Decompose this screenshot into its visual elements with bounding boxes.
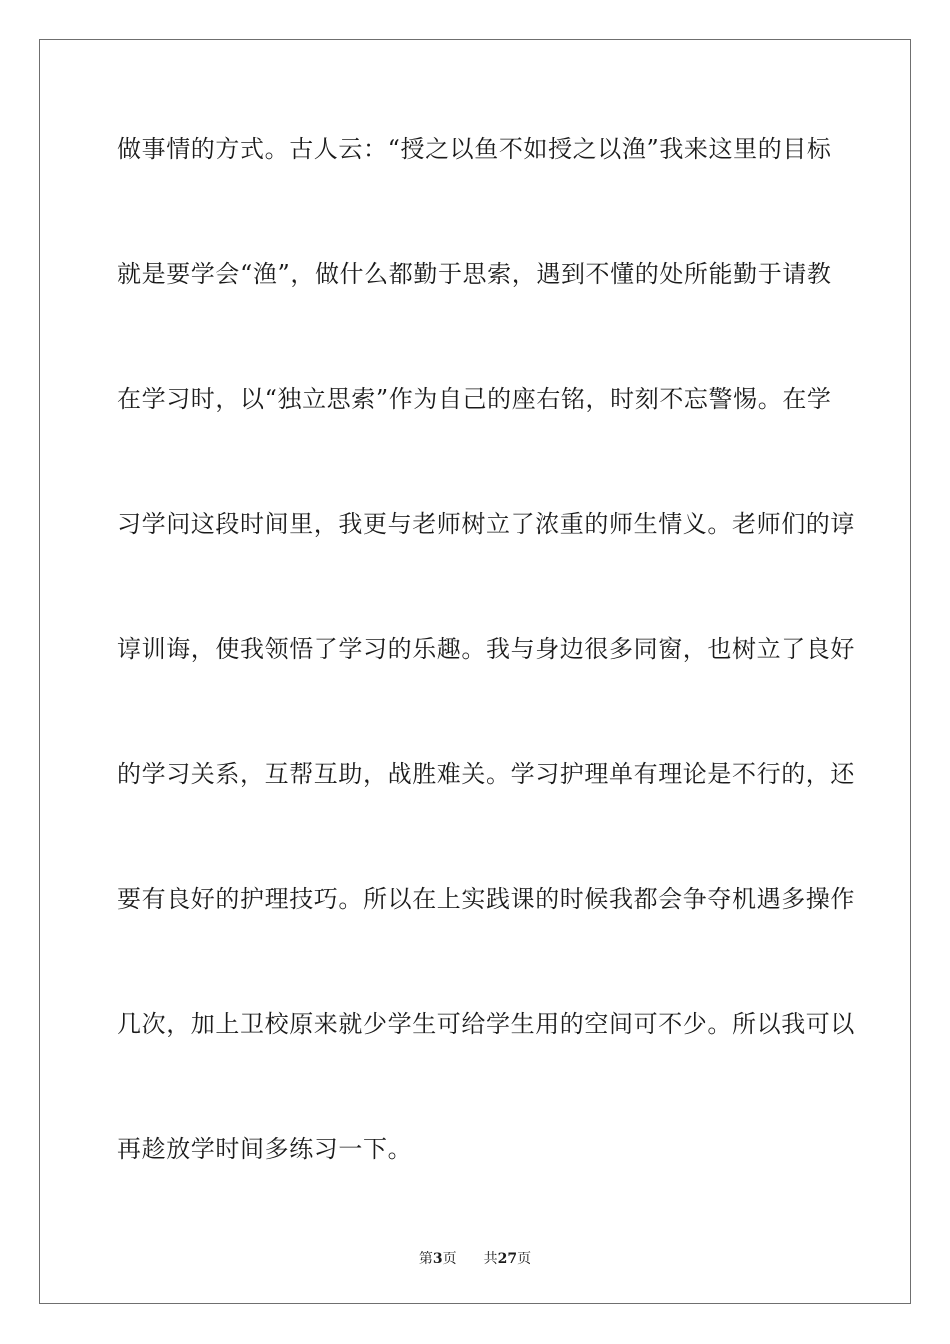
page-prefix: 第 bbox=[418, 1251, 433, 1267]
page-suffix: 页 bbox=[442, 1251, 457, 1267]
page-footer bbox=[0, 1248, 950, 1268]
total-page-count: 27 bbox=[497, 1251, 518, 1267]
page-indicator bbox=[419, 1251, 461, 1267]
paragraph-line: 的学习关系，互帮互助，战胜难关。学习护理单有理论是不行的，还 bbox=[117, 760, 855, 788]
paragraph-line: 再趁放学时间多练习一下。 bbox=[117, 1135, 413, 1163]
total-suffix: 页 bbox=[517, 1251, 532, 1267]
page-number: 3 bbox=[432, 1251, 443, 1267]
paragraph-line: 就是要学会“渔”，做什么都勤于思索，遇到不懂的处所能勤于请教 bbox=[117, 260, 832, 288]
paragraph-line: 在学习时，以“独立思索”作为自己的座右铭，时刻不忘警惕。在学 bbox=[117, 385, 832, 413]
paragraph-line: 谆训诲，使我领悟了学习的乐趣。我与身边很多同窗，也树立了良好 bbox=[117, 635, 855, 663]
total-prefix: 共 bbox=[483, 1251, 498, 1267]
paragraph-line: 习学问这段时间里，我更与老师树立了浓重的师生情义。老师们的谆 bbox=[117, 510, 855, 538]
paragraph-line: 要有良好的护理技巧。所以在上实践课的时候我都会争夺机遇多操作 bbox=[117, 885, 855, 913]
total-pages-indicator bbox=[484, 1251, 531, 1267]
page-border bbox=[39, 39, 911, 1304]
paragraph-line: 几次，加上卫校原来就少学生可给学生用的空间可不少。所以我可以 bbox=[117, 1010, 855, 1038]
paragraph-line: 做事情的方式。古人云：“授之以鱼不如授之以渔”我来这里的目标 bbox=[117, 135, 832, 163]
